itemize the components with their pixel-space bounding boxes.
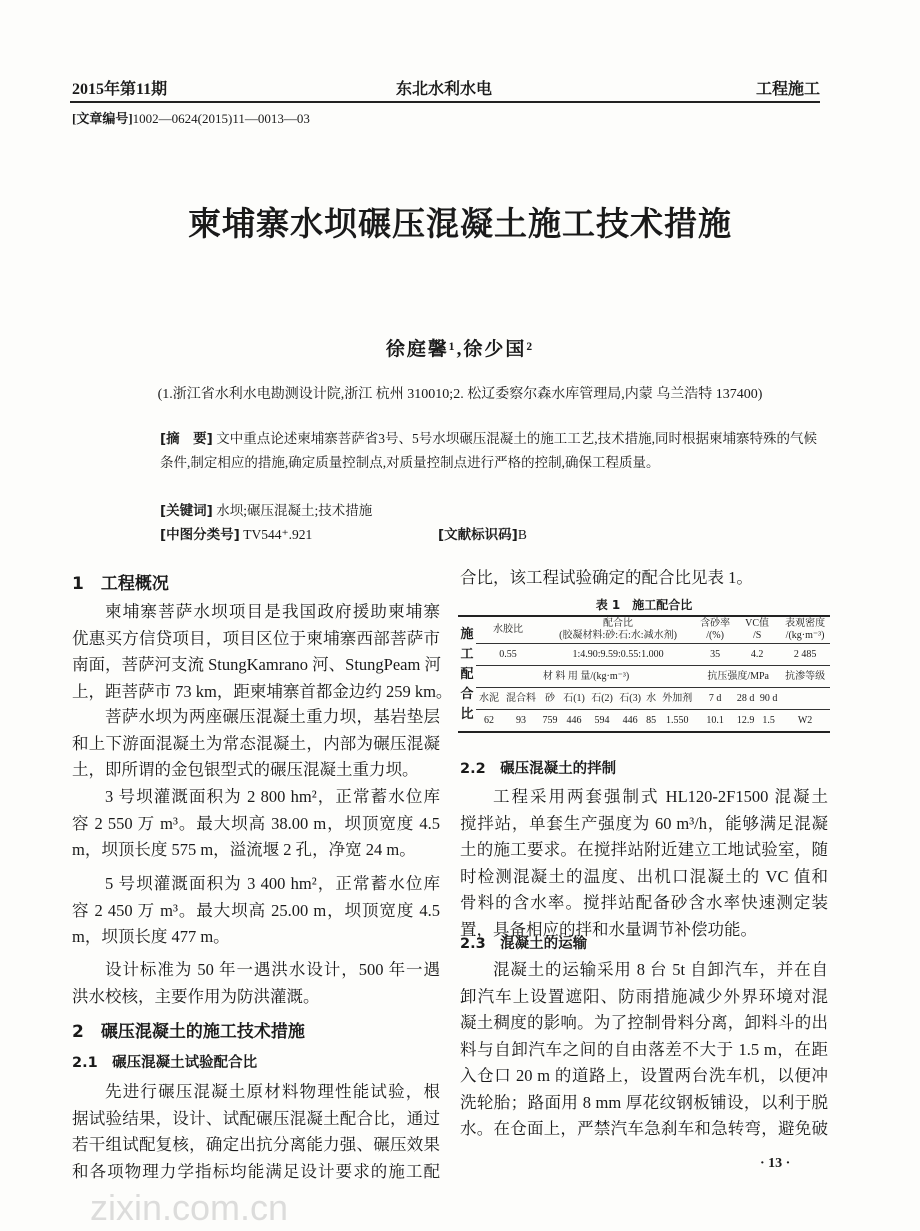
classification [160, 523, 820, 547]
table-cell: 石(2) [588, 688, 616, 710]
table-cell: 0.55 [476, 644, 540, 666]
section-1-heading: 1 工程概况 [72, 574, 169, 594]
table-header: 含砂率 /(%) [696, 616, 734, 644]
text-line: 容 2 450 万 m³。最大坝高 25.00 m，坝顶宽度 4.5 [72, 900, 440, 920]
page-number: · 13 · [760, 1156, 791, 1171]
article-id-label: [文章编号] [72, 111, 133, 126]
article-id-value: 1002—0624(2015)11—0013—03 [132, 111, 310, 126]
table-cell: 石(3) [616, 688, 644, 710]
text-line: 料与自卸汽车之间的自由落差不大于 1.5 m，在距 [460, 1039, 828, 1059]
table-cell: 4.2 [734, 644, 780, 666]
table-cell: 砂 [540, 688, 560, 710]
table-cell: 1.550 [665, 714, 689, 726]
table-cell: 混合料 [502, 688, 540, 710]
table-cell: 446 [566, 714, 582, 726]
header-journal: 东北水利水电 [396, 81, 493, 98]
paragraph [72, 704, 440, 784]
section-2-3-heading: 2.3 混凝土的运输 [460, 936, 588, 952]
text-line: 工程采用两套强制式 HL120-2F1500 混凝土 [493, 787, 828, 806]
text-line: 时检测混凝土的温度、出机口混凝土的 VC 值和 [460, 866, 828, 886]
section-2-1-heading: 2.1 碾压混凝土试验配合比 [72, 1055, 258, 1071]
table-header: 配合比 (胶凝材料:砂:石:水:减水剂) [540, 616, 696, 644]
text-line: 土，即所谓的金包银型式的碾压混凝土重力坝。 [72, 760, 419, 779]
table-cell: 水泥 [476, 688, 502, 710]
table-cell: 7 d [696, 688, 734, 710]
table-cell: 85 [646, 714, 657, 726]
section-2-heading: 2 碾压混凝土的施工技术措施 [72, 1022, 305, 1042]
table-cell: 1:4.90:9.59:0.55:1.000 [540, 644, 696, 666]
article-id [72, 108, 310, 127]
table-header: 表观密度 /(kg·m⁻³) [780, 616, 830, 644]
text-line: 水。在仓面上，严禁汽车急刹车和急转弯，避免破 [460, 1119, 828, 1138]
watermark: zixin.com.cn [90, 1187, 289, 1228]
paragraph [72, 957, 440, 1010]
paragraph [460, 957, 828, 1143]
header-rule [70, 101, 820, 103]
paragraph [72, 871, 440, 951]
text-line: 南面，菩萨河支流 StungKamrano 河、StungPeam 河 [72, 655, 441, 674]
paragraph [460, 784, 828, 943]
keywords-text: 水坝;碾压混凝土;技术措施 [216, 503, 373, 518]
text-line: 凝土稠度的影响。为了控制骨料分离，卸料斗的出 [460, 1013, 828, 1032]
text-line: 上，距菩萨市 73 km，距柬埔寨首都金边约 259 km。 [72, 681, 453, 701]
text-line: 设计标准为 50 年一遇洪水设计，500 年一遇 [105, 960, 440, 979]
clc-text: TV544⁺.921 [243, 527, 313, 542]
table-cell: 93 [515, 714, 526, 726]
text-line: 若干组试配复核，确定出抗分离能力强、碾压效果 [72, 1135, 440, 1154]
table-caption: 表 1 施工配合比 [595, 598, 693, 612]
text-line: 搅拌站，单套生产强度为 60 m³/h，能够满足混凝 [460, 813, 828, 833]
keywords-label: [关键词] [160, 503, 213, 519]
table-header: 水胶比 [476, 616, 540, 644]
text-line: 容 2 550 万 m³。最大坝高 38.00 m，坝顶宽度 4.5 [72, 813, 440, 833]
text-line: 和上下游面混凝土为常态混凝土，内部为碾压混凝 [72, 733, 440, 753]
table-header: 材 料 用 量/(kg·m⁻³) [476, 666, 696, 688]
paragraph [460, 565, 828, 592]
table-header: VC值 /S [734, 616, 780, 644]
text-line: 据试验结果，设计、试配碾压混凝土配合比，通过 [72, 1108, 440, 1128]
table-cell: W2 [797, 714, 813, 726]
table-cell: 62 [484, 714, 495, 726]
table-header: 抗压强度/MPa [696, 666, 780, 688]
text-line: m，坝顶长度 477 m。 [72, 927, 230, 946]
text-line: 置，具备相应的拌和水量调节补偿功能。 [460, 919, 757, 939]
table-cell: 759 [542, 714, 558, 726]
affiliation: (1.浙江省水利水电勘测设计院,浙江 杭州 310010;2. 松辽委察尔森水库管理局,内蒙 乌兰浩特 137400) [157, 387, 763, 402]
table-cell: 28 d [734, 688, 757, 710]
table-cell: 90 d [757, 688, 780, 710]
text-line: 和各项物理力学指标均能满足设计要求的施工配 [72, 1161, 440, 1181]
text-line: 骨料的含水率。搅拌站配备砂含水率快速测定装 [460, 893, 828, 912]
authors: 徐庭馨¹,徐少国² [385, 339, 535, 360]
text-line: 柬埔寨菩萨水坝项目是我国政府援助柬埔寨 [105, 602, 440, 621]
text-line: 菩萨水坝为两座碾压混凝土重力坝，基岩垫层 [105, 707, 440, 726]
text-line: 混凝土的运输采用 8 台 5t 自卸汽车，并在自 [493, 960, 828, 979]
table-cell [780, 688, 830, 710]
text-line: 土的施工要求。在搅拌站附近建立工地试验室，随 [460, 840, 828, 859]
table-cell: 446 [622, 714, 638, 726]
keywords [160, 499, 820, 523]
text-line: 优惠买方信贷项目，项目区位于柬埔寨西部菩萨市 [72, 628, 440, 648]
abstract-label: [摘 要] [160, 431, 213, 447]
abstract [160, 427, 820, 475]
table-cell: 594 [594, 714, 610, 726]
table-header: 抗渗等级 [780, 666, 830, 688]
header-issue: 2015年第11期 [72, 81, 168, 98]
table-cell: 2 485 [780, 644, 830, 666]
text-line: 洪水校核，主要作用为防洪灌溉。 [72, 986, 320, 1006]
paragraph [72, 1079, 440, 1185]
paragraph [72, 599, 453, 705]
table-cell: 12.9 [736, 714, 755, 726]
doc-code-label: [文献标识码] [438, 527, 518, 543]
table-side-label: 施 工 配 合 比 [460, 626, 474, 721]
table-cell: 水 [644, 688, 658, 710]
paragraph [72, 784, 440, 864]
table-cell: 石(1) [560, 688, 588, 710]
table-cell: 35 [696, 644, 734, 666]
text-line: 3 号坝灌溉面积为 2 800 hm²，正常蓄水位库 [105, 787, 440, 806]
text-line: 卸汽车上设置遮阳、防雨措施减少外界环境对混 [460, 986, 828, 1006]
header-section: 工程施工 [755, 81, 820, 98]
table-cell: 外加剂 [658, 688, 696, 710]
clc-label: [中图分类号] [160, 527, 240, 543]
doc-code-text: B [517, 527, 527, 542]
text-line: 5 号坝灌溉面积为 3 400 hm²，正常蓄水位库 [105, 874, 440, 893]
text-line: 先进行碾压混凝土原材料物理性能试验，根 [105, 1082, 440, 1101]
text-line: 合比，该工程试验确定的配合比见表 1。 [460, 568, 753, 587]
table-cell: 1.5 [762, 714, 775, 726]
mix-ratio-table [458, 615, 830, 733]
text-line: 入仓口 20 m 的道路上，设置两台洗车机，以便冲 [460, 1066, 828, 1085]
page-title: 柬埔寨水坝碾压混凝土施工技术措施 [188, 204, 732, 243]
abstract-text: 文中重点论述柬埔寨菩萨省3号、5号水坝碾压混凝土的施工工艺,技术措施,同时根据柬埔寨特殊的气候条件,制定相应的措施,确定质量控制点,对质量控制点进行严格的控制,确保工程质量。 [160, 431, 817, 470]
table-cell: 10.1 [706, 714, 724, 726]
section-2-2-heading: 2.2 碾压混凝土的拌制 [460, 761, 617, 777]
text-line: m，坝顶长度 575 m，溢流堰 2 孔，净宽 24 m。 [72, 840, 416, 859]
text-line: 洗轮胎；路面用 8 mm 厚花纹钢板铺设，以利于脱 [460, 1092, 828, 1112]
